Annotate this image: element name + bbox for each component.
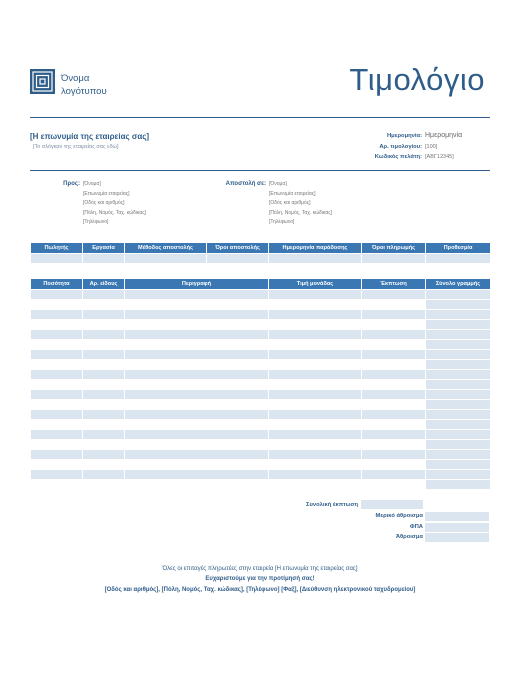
table-cell[interactable] bbox=[125, 460, 269, 470]
table-cell[interactable] bbox=[125, 254, 207, 264]
line-total-cell[interactable] bbox=[426, 460, 491, 470]
shipping-header: Ημερομηνία παράδοσης bbox=[269, 243, 362, 254]
table-cell[interactable] bbox=[269, 370, 362, 380]
table-row bbox=[31, 460, 491, 470]
table-cell[interactable] bbox=[269, 430, 362, 440]
shipping-header: Μέθοδος αποστολής bbox=[125, 243, 207, 254]
table-cell[interactable] bbox=[31, 340, 83, 350]
table-row bbox=[31, 410, 491, 420]
items-header: Αρ. είδους bbox=[83, 279, 125, 290]
total-discount-field[interactable] bbox=[361, 500, 423, 509]
table-cell[interactable] bbox=[269, 254, 362, 264]
company-slogan: [Το σλόγκαν της εταιρείας σας εδώ] bbox=[33, 144, 119, 150]
table-cell[interactable] bbox=[125, 350, 269, 360]
table-cell[interactable] bbox=[269, 360, 362, 370]
table-cell[interactable] bbox=[31, 450, 83, 460]
table-cell[interactable] bbox=[31, 420, 83, 430]
company-name: [Η επωνυμία της εταιρείας σας] bbox=[30, 132, 150, 141]
table-cell[interactable] bbox=[269, 460, 362, 470]
table-cell[interactable] bbox=[362, 254, 426, 264]
ship-to-label: Αποστολή σε: bbox=[225, 181, 266, 187]
table-cell[interactable] bbox=[83, 360, 125, 370]
table-cell[interactable] bbox=[362, 370, 426, 380]
to-address bbox=[83, 180, 146, 228]
table-cell[interactable] bbox=[269, 330, 362, 340]
line-total-cell[interactable] bbox=[426, 450, 491, 460]
table-cell[interactable] bbox=[362, 450, 426, 460]
table-row bbox=[31, 350, 491, 360]
table-row bbox=[31, 390, 491, 400]
table-cell[interactable] bbox=[362, 330, 426, 340]
table-cell[interactable] bbox=[31, 360, 83, 370]
header-divider bbox=[30, 117, 490, 118]
table-cell[interactable] bbox=[362, 380, 426, 390]
line-total-cell[interactable] bbox=[426, 300, 491, 310]
table-cell[interactable] bbox=[362, 360, 426, 370]
table-cell[interactable] bbox=[125, 450, 269, 460]
line-total-cell[interactable] bbox=[426, 480, 491, 490]
table-cell[interactable] bbox=[31, 390, 83, 400]
table-cell[interactable] bbox=[125, 380, 269, 390]
table-cell[interactable] bbox=[83, 380, 125, 390]
table-cell[interactable] bbox=[31, 430, 83, 440]
table-cell[interactable] bbox=[125, 360, 269, 370]
table-cell[interactable] bbox=[31, 460, 83, 470]
table-row bbox=[31, 420, 491, 430]
line-total-cell[interactable] bbox=[426, 330, 491, 340]
table-cell[interactable] bbox=[125, 410, 269, 420]
total-discount-label: Συνολική έκπτωση bbox=[306, 502, 358, 508]
table-cell[interactable] bbox=[269, 380, 362, 390]
table-cell[interactable] bbox=[362, 430, 426, 440]
table-row bbox=[31, 440, 491, 450]
table-cell[interactable] bbox=[31, 470, 83, 480]
table-row bbox=[31, 360, 491, 370]
table-cell[interactable] bbox=[362, 310, 426, 320]
table-cell[interactable] bbox=[83, 410, 125, 420]
table-cell[interactable] bbox=[125, 300, 269, 310]
line-total-cell[interactable] bbox=[426, 310, 491, 320]
footer-contact: [Οδός και αριθμός], [Πόλη, Νομός, Ταχ. κώδικας], [Τηλέφωνο] [Φαξ], [Διεύθυνση ηλεκτρονικού ταχυδρομείου] bbox=[104, 587, 416, 593]
date-value: Ημερομηνία bbox=[425, 132, 463, 139]
table-cell[interactable] bbox=[83, 310, 125, 320]
table-cell[interactable] bbox=[362, 460, 426, 470]
table-cell[interactable] bbox=[269, 470, 362, 480]
table-cell[interactable] bbox=[83, 400, 125, 410]
table-cell[interactable] bbox=[125, 330, 269, 340]
table-cell[interactable] bbox=[269, 450, 362, 460]
ship-to-line: [Όνομα] bbox=[269, 181, 287, 187]
ship-to-line: [Οδός και αριθμός] bbox=[269, 200, 311, 206]
to-label: Προς: bbox=[63, 181, 80, 187]
table-cell[interactable] bbox=[269, 390, 362, 400]
items-header: Περιγραφή bbox=[125, 279, 269, 290]
subtotal-field[interactable] bbox=[425, 512, 489, 521]
table-cell[interactable] bbox=[83, 420, 125, 430]
table-cell[interactable] bbox=[125, 430, 269, 440]
table-cell[interactable] bbox=[83, 320, 125, 330]
table-cell[interactable] bbox=[362, 400, 426, 410]
table-cell[interactable] bbox=[362, 300, 426, 310]
customer-code-value: [ΑΒΓ12345] bbox=[425, 154, 454, 160]
table-cell[interactable] bbox=[269, 300, 362, 310]
shipping-header: Πωλητής bbox=[31, 243, 83, 254]
table-cell[interactable] bbox=[31, 480, 83, 490]
table-cell[interactable] bbox=[83, 254, 125, 264]
invoice-number-value: [100] bbox=[425, 144, 438, 150]
table-row bbox=[31, 330, 491, 340]
table-row bbox=[31, 254, 491, 264]
items-header: Ποσότητα bbox=[31, 279, 83, 290]
table-row bbox=[31, 380, 491, 390]
table-cell[interactable] bbox=[31, 440, 83, 450]
line-total-cell[interactable] bbox=[426, 430, 491, 440]
table-row bbox=[31, 290, 491, 300]
table-cell[interactable] bbox=[83, 450, 125, 460]
subtotal-label: Μερικό άθροισμα bbox=[375, 513, 423, 519]
table-cell[interactable] bbox=[269, 440, 362, 450]
table-cell[interactable] bbox=[83, 330, 125, 340]
table-cell[interactable] bbox=[125, 370, 269, 380]
table-cell[interactable] bbox=[362, 350, 426, 360]
table-cell[interactable] bbox=[83, 440, 125, 450]
table-cell[interactable] bbox=[269, 410, 362, 420]
table-cell[interactable] bbox=[83, 390, 125, 400]
shipping-header: Προθεσμία bbox=[426, 243, 491, 254]
shipping-table bbox=[30, 242, 491, 264]
line-total-cell[interactable] bbox=[426, 320, 491, 330]
table-cell[interactable] bbox=[125, 440, 269, 450]
items-header: Τιμή μονάδας bbox=[269, 279, 362, 290]
table-cell[interactable] bbox=[83, 430, 125, 440]
table-cell[interactable] bbox=[125, 400, 269, 410]
table-row bbox=[31, 340, 491, 350]
invoice-number-label: Αρ. τιμολογίου: bbox=[379, 144, 422, 150]
ship-to-line: [Επωνυμία εταιρείας] bbox=[269, 190, 316, 197]
table-cell[interactable] bbox=[125, 320, 269, 330]
line-total-cell[interactable] bbox=[426, 390, 491, 400]
line-total-cell[interactable] bbox=[426, 350, 491, 360]
table-cell[interactable] bbox=[125, 310, 269, 320]
shipping-header: Όροι πληρωμής bbox=[362, 243, 426, 254]
table-row bbox=[31, 310, 491, 320]
table-cell[interactable] bbox=[83, 340, 125, 350]
table-cell[interactable] bbox=[125, 480, 269, 490]
ship-to-line: [Πόλη, Νομός, Ταχ. κώδικας] bbox=[269, 209, 333, 216]
line-total-cell[interactable] bbox=[426, 420, 491, 430]
table-cell[interactable] bbox=[362, 410, 426, 420]
table-cell[interactable] bbox=[125, 420, 269, 430]
table-cell[interactable] bbox=[269, 480, 362, 490]
to-line: [Τηλέφωνο] bbox=[83, 219, 109, 225]
ship-to-line: [Τηλέφωνο] bbox=[269, 219, 295, 225]
table-row bbox=[31, 370, 491, 380]
table-cell[interactable] bbox=[31, 370, 83, 380]
line-total-cell[interactable] bbox=[426, 340, 491, 350]
table-cell[interactable] bbox=[362, 420, 426, 430]
table-cell[interactable] bbox=[31, 350, 83, 360]
table-cell[interactable] bbox=[269, 350, 362, 360]
line-total-cell[interactable] bbox=[426, 290, 491, 300]
customer-code-label: Κωδικός πελάτη: bbox=[374, 154, 422, 160]
line-total-cell[interactable] bbox=[426, 380, 491, 390]
footer-thanks: Ευχαριστούμε για την προτίμησή σας! bbox=[205, 576, 315, 582]
total-label: Άθροισμα bbox=[395, 534, 423, 540]
table-cell[interactable] bbox=[426, 254, 491, 264]
table-cell[interactable] bbox=[362, 480, 426, 490]
table-cell[interactable] bbox=[207, 254, 269, 264]
line-total-cell[interactable] bbox=[426, 410, 491, 420]
table-cell[interactable] bbox=[269, 310, 362, 320]
table-cell[interactable] bbox=[125, 470, 269, 480]
logo-icon bbox=[30, 69, 55, 94]
table-cell[interactable] bbox=[31, 330, 83, 340]
line-total-cell[interactable] bbox=[426, 360, 491, 370]
table-cell[interactable] bbox=[83, 460, 125, 470]
line-total-cell[interactable] bbox=[426, 370, 491, 380]
table-cell[interactable] bbox=[269, 290, 362, 300]
table-cell[interactable] bbox=[269, 420, 362, 430]
tax-field[interactable] bbox=[425, 523, 489, 532]
shipping-header: Εργασία bbox=[83, 243, 125, 254]
meta-divider bbox=[30, 170, 490, 171]
date-label: Ημερομηνία: bbox=[386, 133, 422, 139]
table-cell[interactable] bbox=[269, 320, 362, 330]
shipping-header: Όροι αποστολής bbox=[207, 243, 269, 254]
table-row bbox=[31, 400, 491, 410]
line-total-cell[interactable] bbox=[426, 400, 491, 410]
items-header: Σύνολο γραμμής bbox=[426, 279, 491, 290]
table-cell[interactable] bbox=[31, 320, 83, 330]
invoice-title: Τιμολόγιο bbox=[349, 62, 485, 97]
line-total-cell[interactable] bbox=[426, 470, 491, 480]
table-row bbox=[31, 320, 491, 330]
to-line: [Επωνυμία εταιρείας] bbox=[83, 190, 130, 197]
table-cell[interactable] bbox=[362, 320, 426, 330]
ship-to-address bbox=[269, 180, 332, 228]
items-header: Έκπτωση bbox=[362, 279, 426, 290]
to-line: [Οδός και αριθμός] bbox=[83, 200, 125, 206]
to-line: [Όνομα] bbox=[83, 181, 101, 187]
table-row bbox=[31, 430, 491, 440]
table-cell[interactable] bbox=[31, 300, 83, 310]
footer-payable: Όλες οι επιταγές πληρωτέες στην εταιρεία [Η επωνυμία της εταιρείας σας] bbox=[162, 566, 358, 572]
table-cell[interactable] bbox=[31, 410, 83, 420]
tax-label: ΦΠΑ bbox=[409, 524, 423, 530]
table-cell[interactable] bbox=[31, 380, 83, 390]
table-cell[interactable] bbox=[362, 440, 426, 450]
table-cell[interactable] bbox=[83, 290, 125, 300]
table-cell[interactable] bbox=[125, 290, 269, 300]
table-cell[interactable] bbox=[83, 470, 125, 480]
table-cell[interactable] bbox=[31, 290, 83, 300]
logo-text: Όνομα λογότυπου bbox=[61, 73, 107, 97]
table-cell[interactable] bbox=[31, 400, 83, 410]
table-cell[interactable] bbox=[31, 254, 83, 264]
table-cell[interactable] bbox=[269, 400, 362, 410]
total-field[interactable] bbox=[425, 533, 489, 542]
table-cell[interactable] bbox=[83, 370, 125, 380]
table-row bbox=[31, 480, 491, 490]
table-row bbox=[31, 450, 491, 460]
line-total-cell[interactable] bbox=[426, 440, 491, 450]
table-cell[interactable] bbox=[125, 390, 269, 400]
table-cell[interactable] bbox=[362, 390, 426, 400]
items-table bbox=[30, 278, 491, 490]
table-cell[interactable] bbox=[31, 310, 83, 320]
table-cell[interactable] bbox=[362, 290, 426, 300]
table-cell[interactable] bbox=[269, 340, 362, 350]
table-cell[interactable] bbox=[362, 340, 426, 350]
table-cell[interactable] bbox=[83, 350, 125, 360]
to-line: [Πόλη, Νομός, Ταχ. κώδικας] bbox=[83, 209, 147, 216]
table-cell[interactable] bbox=[362, 470, 426, 480]
table-row bbox=[31, 300, 491, 310]
table-cell[interactable] bbox=[125, 340, 269, 350]
table-cell[interactable] bbox=[83, 480, 125, 490]
table-row bbox=[31, 470, 491, 480]
table-cell[interactable] bbox=[83, 300, 125, 310]
